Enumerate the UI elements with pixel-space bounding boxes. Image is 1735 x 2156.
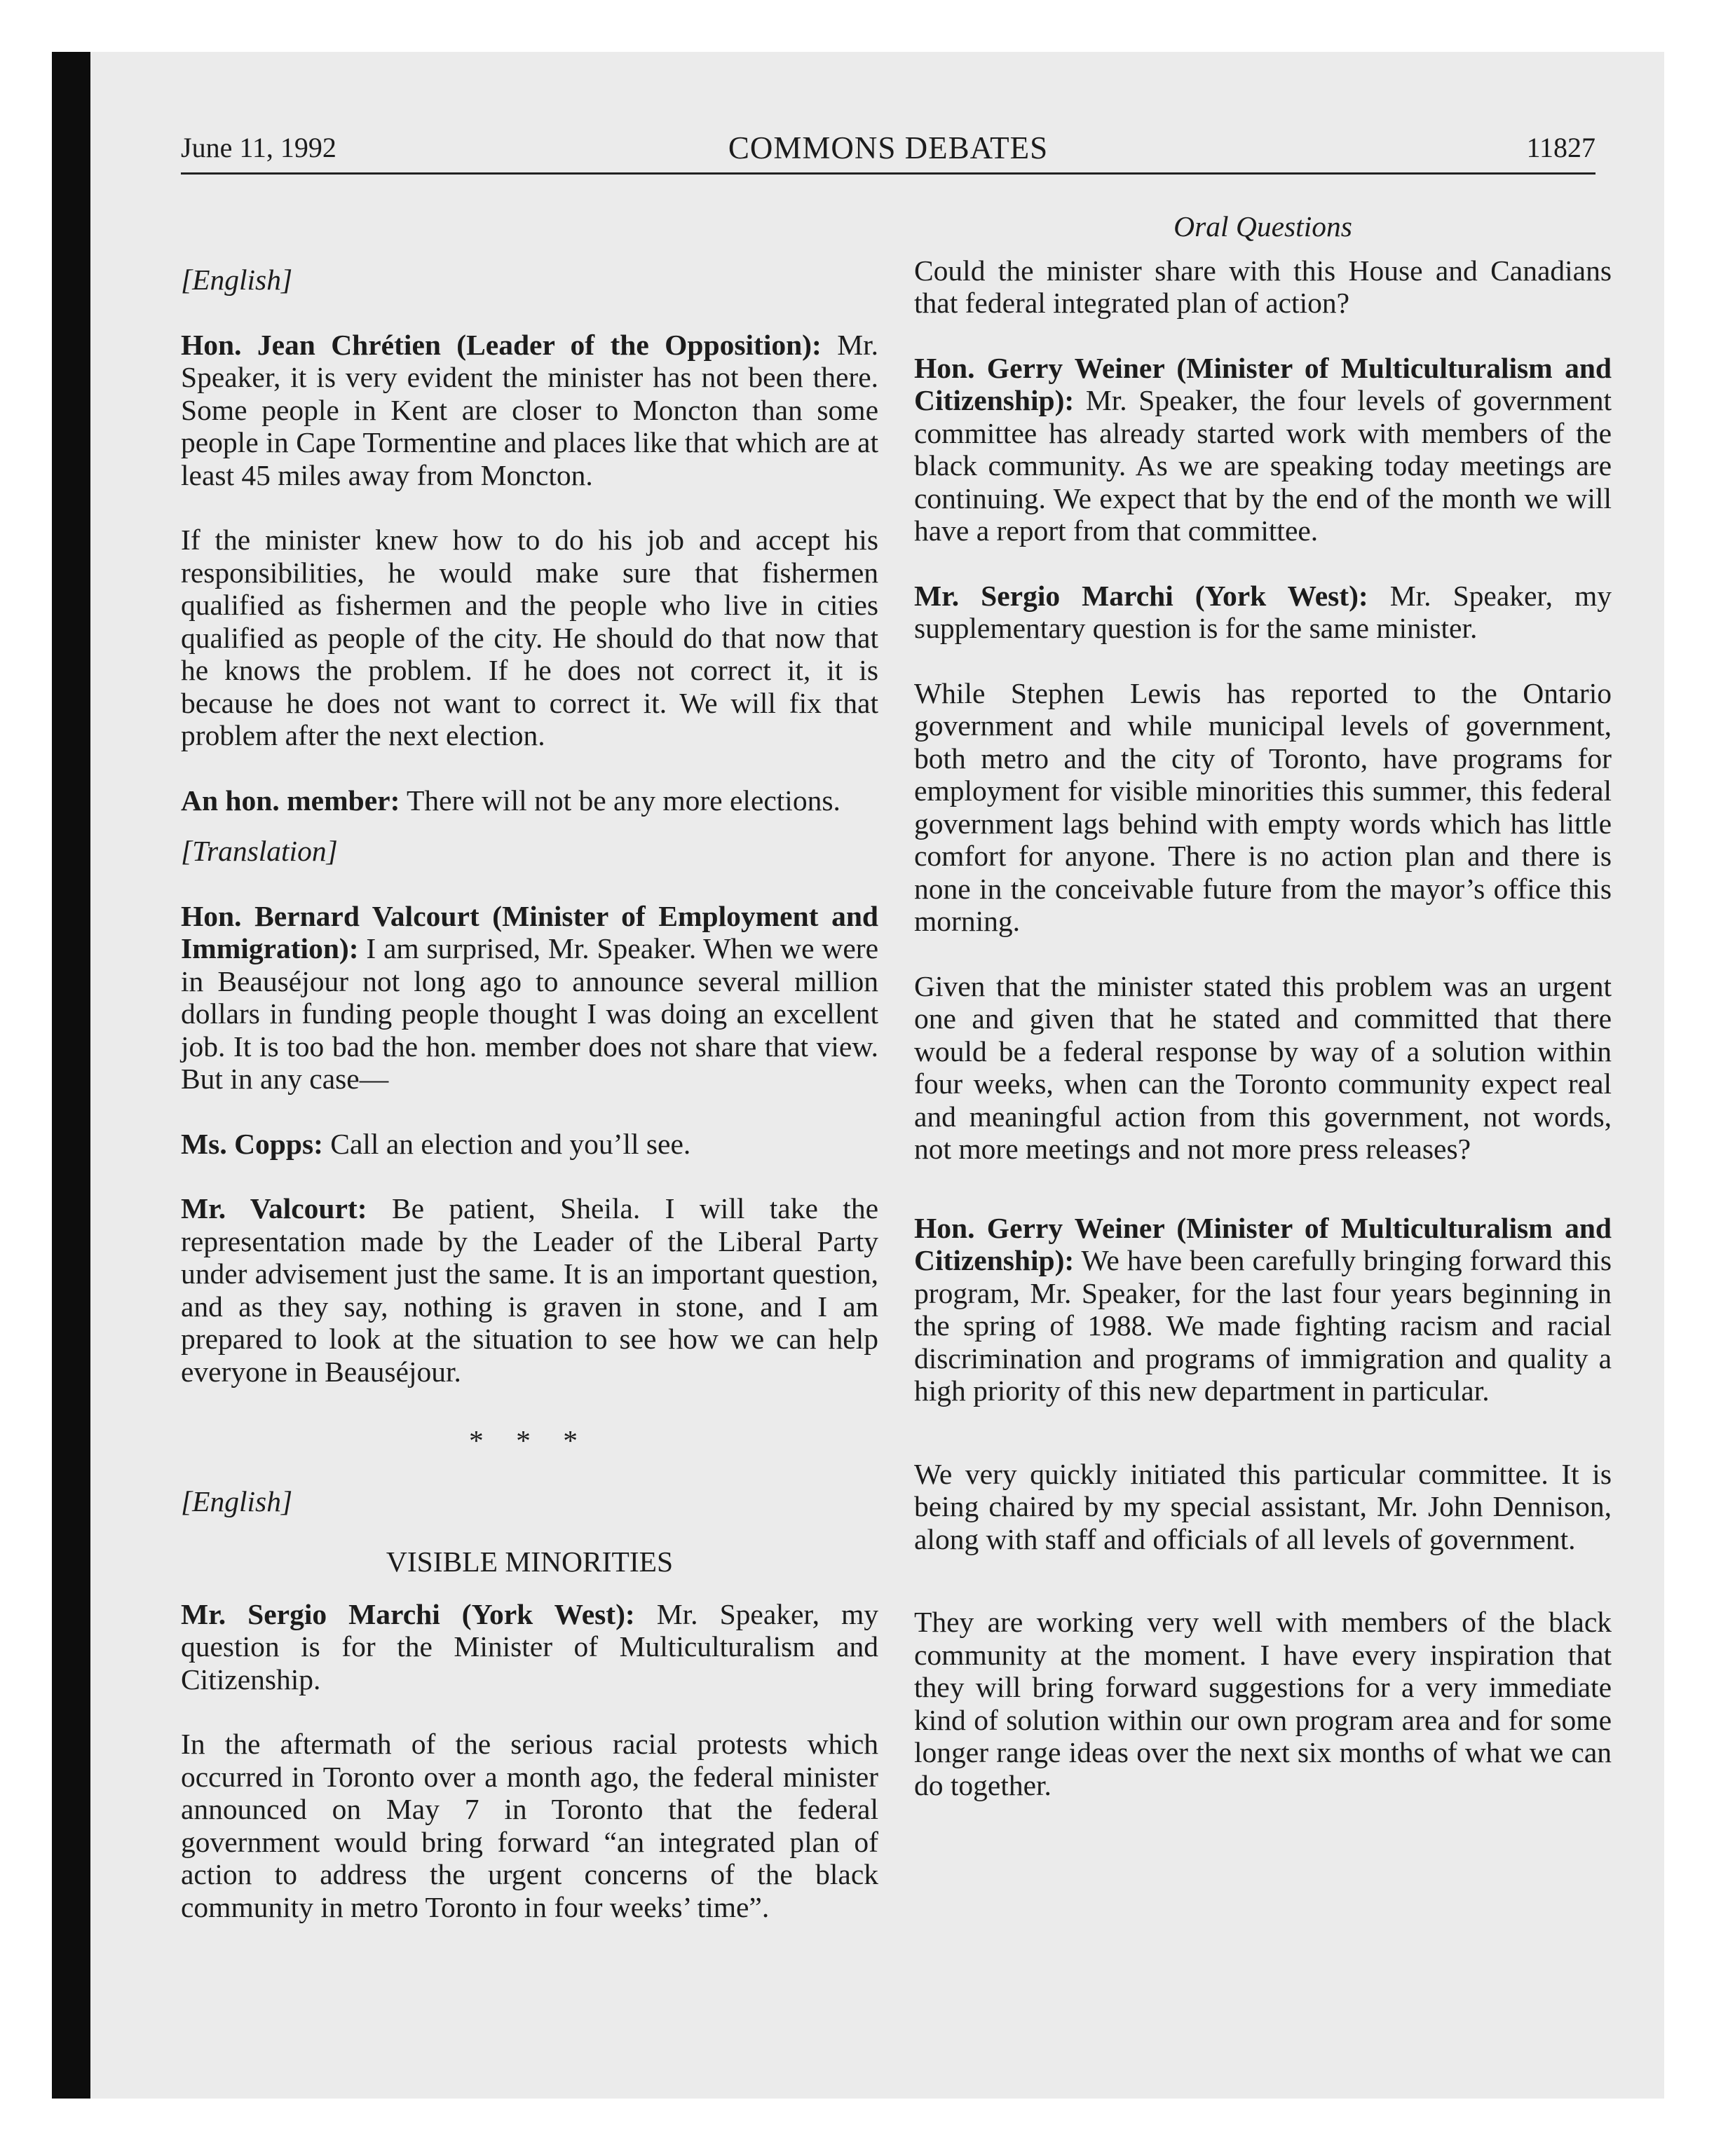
paragraph-marchi-2: In the aftermath of the serious racial protests which occurred in Toronto over a month ago, the federal minister announced on May 7 in Toronto that the federal government would bring forward “an integrated plan of action to address the urgent concerns of the black community in metro Toronto in four weeks’ time”. xyxy=(181,1728,878,1923)
speech-text: Mr. Speaker, my question is for the Minister of Multiculturalism and Citizenship. xyxy=(181,1597,878,1696)
speaker-name: Mr. Sergio Marchi (York West): xyxy=(181,1597,635,1630)
header-rule xyxy=(181,172,1595,175)
paragraph-chretien-2: If the minister knew how to do his job and accept his responsibilities, he would make sure that fishermen qualified as fishermen and the people who live in cities qualified as people of the city. He should do that now that he knows the problem. If he does not correct it, it is because he does not want to correct it. We will fix that problem after the next election. xyxy=(181,524,878,751)
paragraph-chretien xyxy=(181,329,878,492)
speaker-name: Mr. Sergio Marchi (York West): xyxy=(914,579,1368,612)
right-column xyxy=(914,210,1612,1801)
paragraph-valcourt xyxy=(181,900,878,1096)
paragraph-marchi-6: Given that the minister stated this problem was an urgent one and given that he stated and committed that there would be a federal response by way of a solution within four weeks, when can the Toronto community expect real and meaningful action from this government, not words, not more meetings and not more press releases? xyxy=(914,969,1612,1165)
speaker-name: Hon. Jean Chrétien (Leader of the Opposition): xyxy=(181,328,822,361)
speaker-name: Hon. Gerry Weiner (Minister of Multiculturalism and Citizenship): xyxy=(914,1211,1612,1276)
speech-text: There will not be any more elections. xyxy=(400,784,841,817)
scan-binding-edge xyxy=(52,52,90,2099)
speech-text: Call an election and you’ll see. xyxy=(322,1127,691,1160)
paragraph-marchi-4 xyxy=(914,580,1612,645)
speech-text: Mr. Speaker, the four levels of government committee has already started work with members of the black community. As we are speaking today meetings are continuing. We expect that by the end of the month we will have a report from that committee. xyxy=(914,384,1612,547)
header-page-number: 11827 xyxy=(1526,132,1595,163)
section-heading: VISIBLE MINORITIES xyxy=(386,1546,674,1578)
paragraph-valcourt-2 xyxy=(181,1192,878,1388)
speech-text: Mr. Speaker, it is very evident the minister has not been there. Some people in Kent are closer to Moncton than some people in Cape Tormentine and places like that which are at least 45 miles away from Moncton. xyxy=(181,328,878,491)
header-journal-title: COMMONS DEBATES xyxy=(728,130,1049,165)
speaker-name: Mr. Valcourt: xyxy=(181,1192,367,1224)
speaker-name: Hon. Bernard Valcourt (Minister of Employment and Immigration): xyxy=(181,899,878,964)
left-column xyxy=(181,210,878,1923)
running-header xyxy=(181,126,1595,170)
paragraph-hon-member xyxy=(181,784,878,817)
language-marker-translation: [Translation] xyxy=(181,835,338,867)
speaker-name: Hon. Gerry Weiner (Minister of Multiculturalism and Citizenship): xyxy=(914,351,1612,416)
paragraph-marchi-5: While Stephen Lewis has reported to the Ontario government and while municipal levels of government, both metro and the city of Toronto, have programs for employment for visible minorities this summer, this federal government lags behind with empty words which has little comfort for anyone. There is no action plan and there is none in the conceivable future from the mayor’s office this morning. xyxy=(914,676,1612,937)
language-marker-english: [English] xyxy=(181,264,293,296)
speech-text: Mr. Speaker, my supplementary question is for the same minister. xyxy=(914,579,1612,644)
paragraph-marchi-3: Could the minister share with this House and Canadians that federal integrated plan of action? xyxy=(914,254,1612,319)
paragraph-marchi xyxy=(181,1598,878,1696)
paragraph-weiner-4: They are working very well with members of the black community at the moment. I have every inspiration that they will bring forward suggestions for a very immediate kind of solution within our own program area and for some longer range ideas over the next six months of what we can do together. xyxy=(914,1606,1612,1801)
speech-text: Be patient, Sheila. I will take the representation made by the Leader of the Liberal Party under advisement just the same. It is an important question, and as they say, nothing is graven in stone, and I am prepared to look at the situation to see how we can help everyone in Beauséjour. xyxy=(181,1192,878,1388)
paragraph-weiner-3: We very quickly initiated this particular committee. It is being chaired by my special assistant, Mr. John Dennison, along with staff and officials of all levels of government. xyxy=(914,1457,1612,1555)
speaker-name: An hon. member: xyxy=(181,784,400,817)
paragraph-copps xyxy=(181,1128,878,1161)
speech-text: I am surprised, Mr. Speaker. When we were in Beauséjour not long ago to announce several million dollars in funding people thought I was doing an excellent job. It is too bad the hon. member does not share that view. But in any case— xyxy=(181,932,878,1095)
paragraph-weiner xyxy=(914,352,1612,547)
section-separator: * * * xyxy=(469,1424,590,1456)
paragraph-weiner-2 xyxy=(914,1212,1612,1407)
header-date: June 11, 1992 xyxy=(181,132,336,163)
speech-text: We have been carefully bringing forward this program, Mr. Speaker, for the last four years beginning in the spring of 1988. We made fighting racism and racial discrimination and programs of immigration and quality a high priority of this new department in particular. xyxy=(914,1244,1612,1407)
speaker-name: Ms. Copps: xyxy=(181,1127,323,1160)
section-title-oral-questions: Oral Questions xyxy=(1173,210,1352,243)
language-marker-english: [English] xyxy=(181,1485,293,1517)
